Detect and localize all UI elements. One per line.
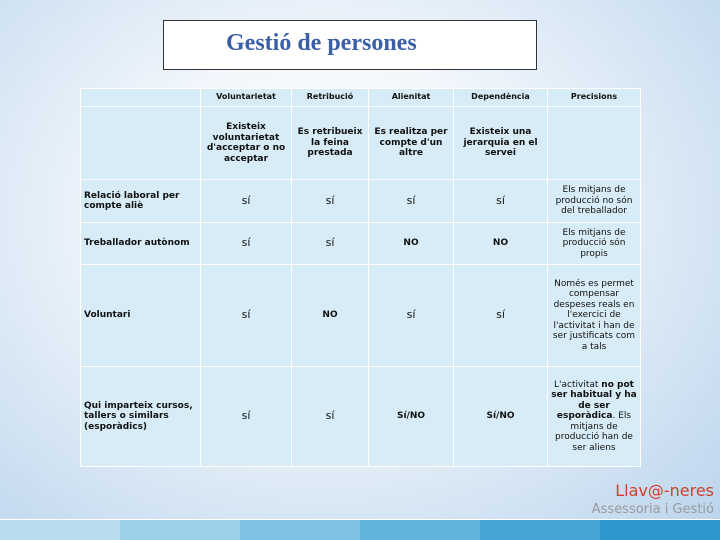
title-box <box>163 20 537 70</box>
question-row <box>81 107 641 180</box>
col-header-voluntarietat: Voluntarietat <box>201 89 292 107</box>
table-row <box>81 265 641 367</box>
question-alienitat: Es realitza per compte d'un altre <box>369 107 454 180</box>
table-cell: Sí/NO <box>369 367 454 467</box>
table-row <box>81 223 641 265</box>
table-cell: sí <box>454 265 548 367</box>
precision-text: L'activitat <box>554 379 602 390</box>
precision-text: . Els mitjans de producció han de ser aliens <box>555 411 633 453</box>
table-cell: sí <box>201 265 292 367</box>
precision-cell: Els mitjans de producció són propis <box>548 223 641 265</box>
col-header-retribucio: Retribució <box>292 89 369 107</box>
question-retribucio: Es retribueix la feina prestada <box>292 107 369 180</box>
table-cell: sí <box>201 180 292 223</box>
question-voluntarietat: Existeix voluntarietat d'acceptar o no acceptar <box>201 107 292 180</box>
table-cell: sí <box>292 180 369 223</box>
precision-cell: Només es permet compensar despeses reals en l'exercici de l'activitat i han de ser justificats com a tals <box>548 265 641 367</box>
table-cell: sí <box>454 180 548 223</box>
row-label: Relació laboral per compte aliè <box>81 180 201 223</box>
table-cell: NO <box>454 223 548 265</box>
row-label: Treballador autònom <box>81 223 201 265</box>
row-label: Voluntari <box>81 265 201 367</box>
precision-highlight: no pot ser habitual y ha de ser esporàdica <box>551 379 637 422</box>
slide-title: Gestió de persones <box>226 30 417 56</box>
table-cell: sí <box>292 223 369 265</box>
footer-bar-segment <box>480 520 600 540</box>
question-precisions <box>548 107 641 180</box>
logo-name: Llav@-neres <box>615 481 714 500</box>
precision-cell: Els mitjans de producció no són del treballador <box>548 180 641 223</box>
col-header-precisions: Precisions <box>548 89 641 107</box>
logo-tagline: Assessoria i Gestió <box>591 502 714 517</box>
table-cell: sí <box>201 367 292 467</box>
table-cell: sí <box>369 180 454 223</box>
col-header-alienitat: Alienitat <box>369 89 454 107</box>
question-dependencia: Existeix una jerarquia en el servei <box>454 107 548 180</box>
precision-cell <box>548 367 641 467</box>
corner-cell <box>81 89 201 107</box>
table-cell: sí <box>201 223 292 265</box>
header-row <box>81 89 641 107</box>
comparison-table-wrap <box>80 88 641 467</box>
footer-bar-segment <box>240 520 360 540</box>
footer-bar-segment <box>120 520 240 540</box>
table-cell: Sí/NO <box>454 367 548 467</box>
comparison-table <box>80 88 641 467</box>
footer-bar-segment <box>360 520 480 540</box>
table-row <box>81 180 641 223</box>
table-cell: NO <box>369 223 454 265</box>
table-row <box>81 367 641 467</box>
row-label: Qui imparteix cursos, tallers o similars (esporàdics) <box>81 367 201 467</box>
table-cell: NO <box>292 265 369 367</box>
company-logo <box>592 481 714 517</box>
table-cell: sí <box>292 367 369 467</box>
col-header-dependencia: Dependència <box>454 89 548 107</box>
footer-color-bar <box>0 520 720 540</box>
question-corner <box>81 107 201 180</box>
footer-bar-segment <box>600 520 720 540</box>
footer-bar-segment <box>0 520 120 540</box>
table-cell: sí <box>369 265 454 367</box>
